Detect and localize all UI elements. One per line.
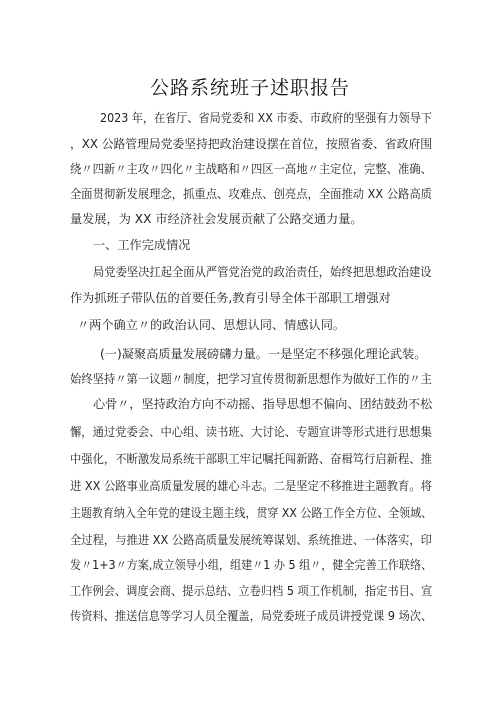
text-line: 始终坚持〃第一议题〃制度，把学习宣传贯彻新思想作为做好工作的〃主 — [70, 372, 432, 386]
text-line: 局党委坚决扛起全面从严管党治党的政治责任，始终把思想政治建设 — [93, 265, 432, 279]
text-line: ，XX 公路管理局党委坚持把政治建设摆在首位，按照省委、省政府围 — [70, 137, 433, 151]
section-heading: 一、工作完成情况 — [93, 238, 191, 252]
subsection-heading: (一)凝聚高质量发展磅礴力量。一是坚定不移强化理论武装。 — [100, 347, 427, 361]
text-line: 传资料、推送信息等学习人员全覆盖，局党委班子成员讲授党课 9 场次、 — [70, 609, 433, 623]
text-line: 作为抓班子带队伍的首要任务,教育引导全体干部职工增强对 — [70, 291, 391, 305]
document-title: 公路系统班子述职报告 — [149, 77, 350, 99]
text-line: 绕〃四新〃主攻〃四化〃主战略和〃四区一高地〃主定位，完整、准确、 — [70, 162, 432, 176]
text-line: 主题教育纳入全年党的建设主题主线，贯穿 XX 公路工作全方位、全领域、 — [70, 506, 433, 520]
text-line: 懈，通过党委会、中心组、读书班、大讨论、专题宣讲等形式进行思想集 — [70, 425, 432, 439]
text-line: 全过程，与推进 XX 公路高质量发展统筹谋划、系统推进、一体落实，印 — [70, 533, 432, 547]
text-line: 工作例会、调度会商、提示总结、立卷归档 5 项工作机制，指定书目、宣 — [70, 584, 433, 598]
text-line: 进 XX 公路事业高质量发展的雄心斗志。二是坚定不移推进主题教育。将 — [70, 479, 432, 493]
text-line: 〃两个确立〃的政治认同、思想认同、情感认同。 — [77, 318, 346, 332]
text-line: 量发展，为 XX 市经济社会发展贡献了公路交通力量。 — [70, 212, 363, 226]
text-line: 全面贯彻新发展理念，抓重点、攻难点、创亮点，全面推动 XX 公路高质 — [70, 187, 432, 201]
text-line: 2023 年，在省厅、省局党委和 XX 市委、市政府的坚强有力领导下 — [100, 111, 432, 125]
text-line: 中强化，不断激发局系统干部职工牢记嘱托闯新路、奋楫笃行启新程、推 — [70, 452, 432, 466]
text-line: 心骨〃，坚持政治方向不动摇、指导思想不偏向、团结鼓劲不松 — [93, 397, 433, 411]
text-line: 发〃1+3〃方案,成立领导小组，组建〃1 办 5 组〃，健全完善工作联络、 — [70, 558, 433, 572]
